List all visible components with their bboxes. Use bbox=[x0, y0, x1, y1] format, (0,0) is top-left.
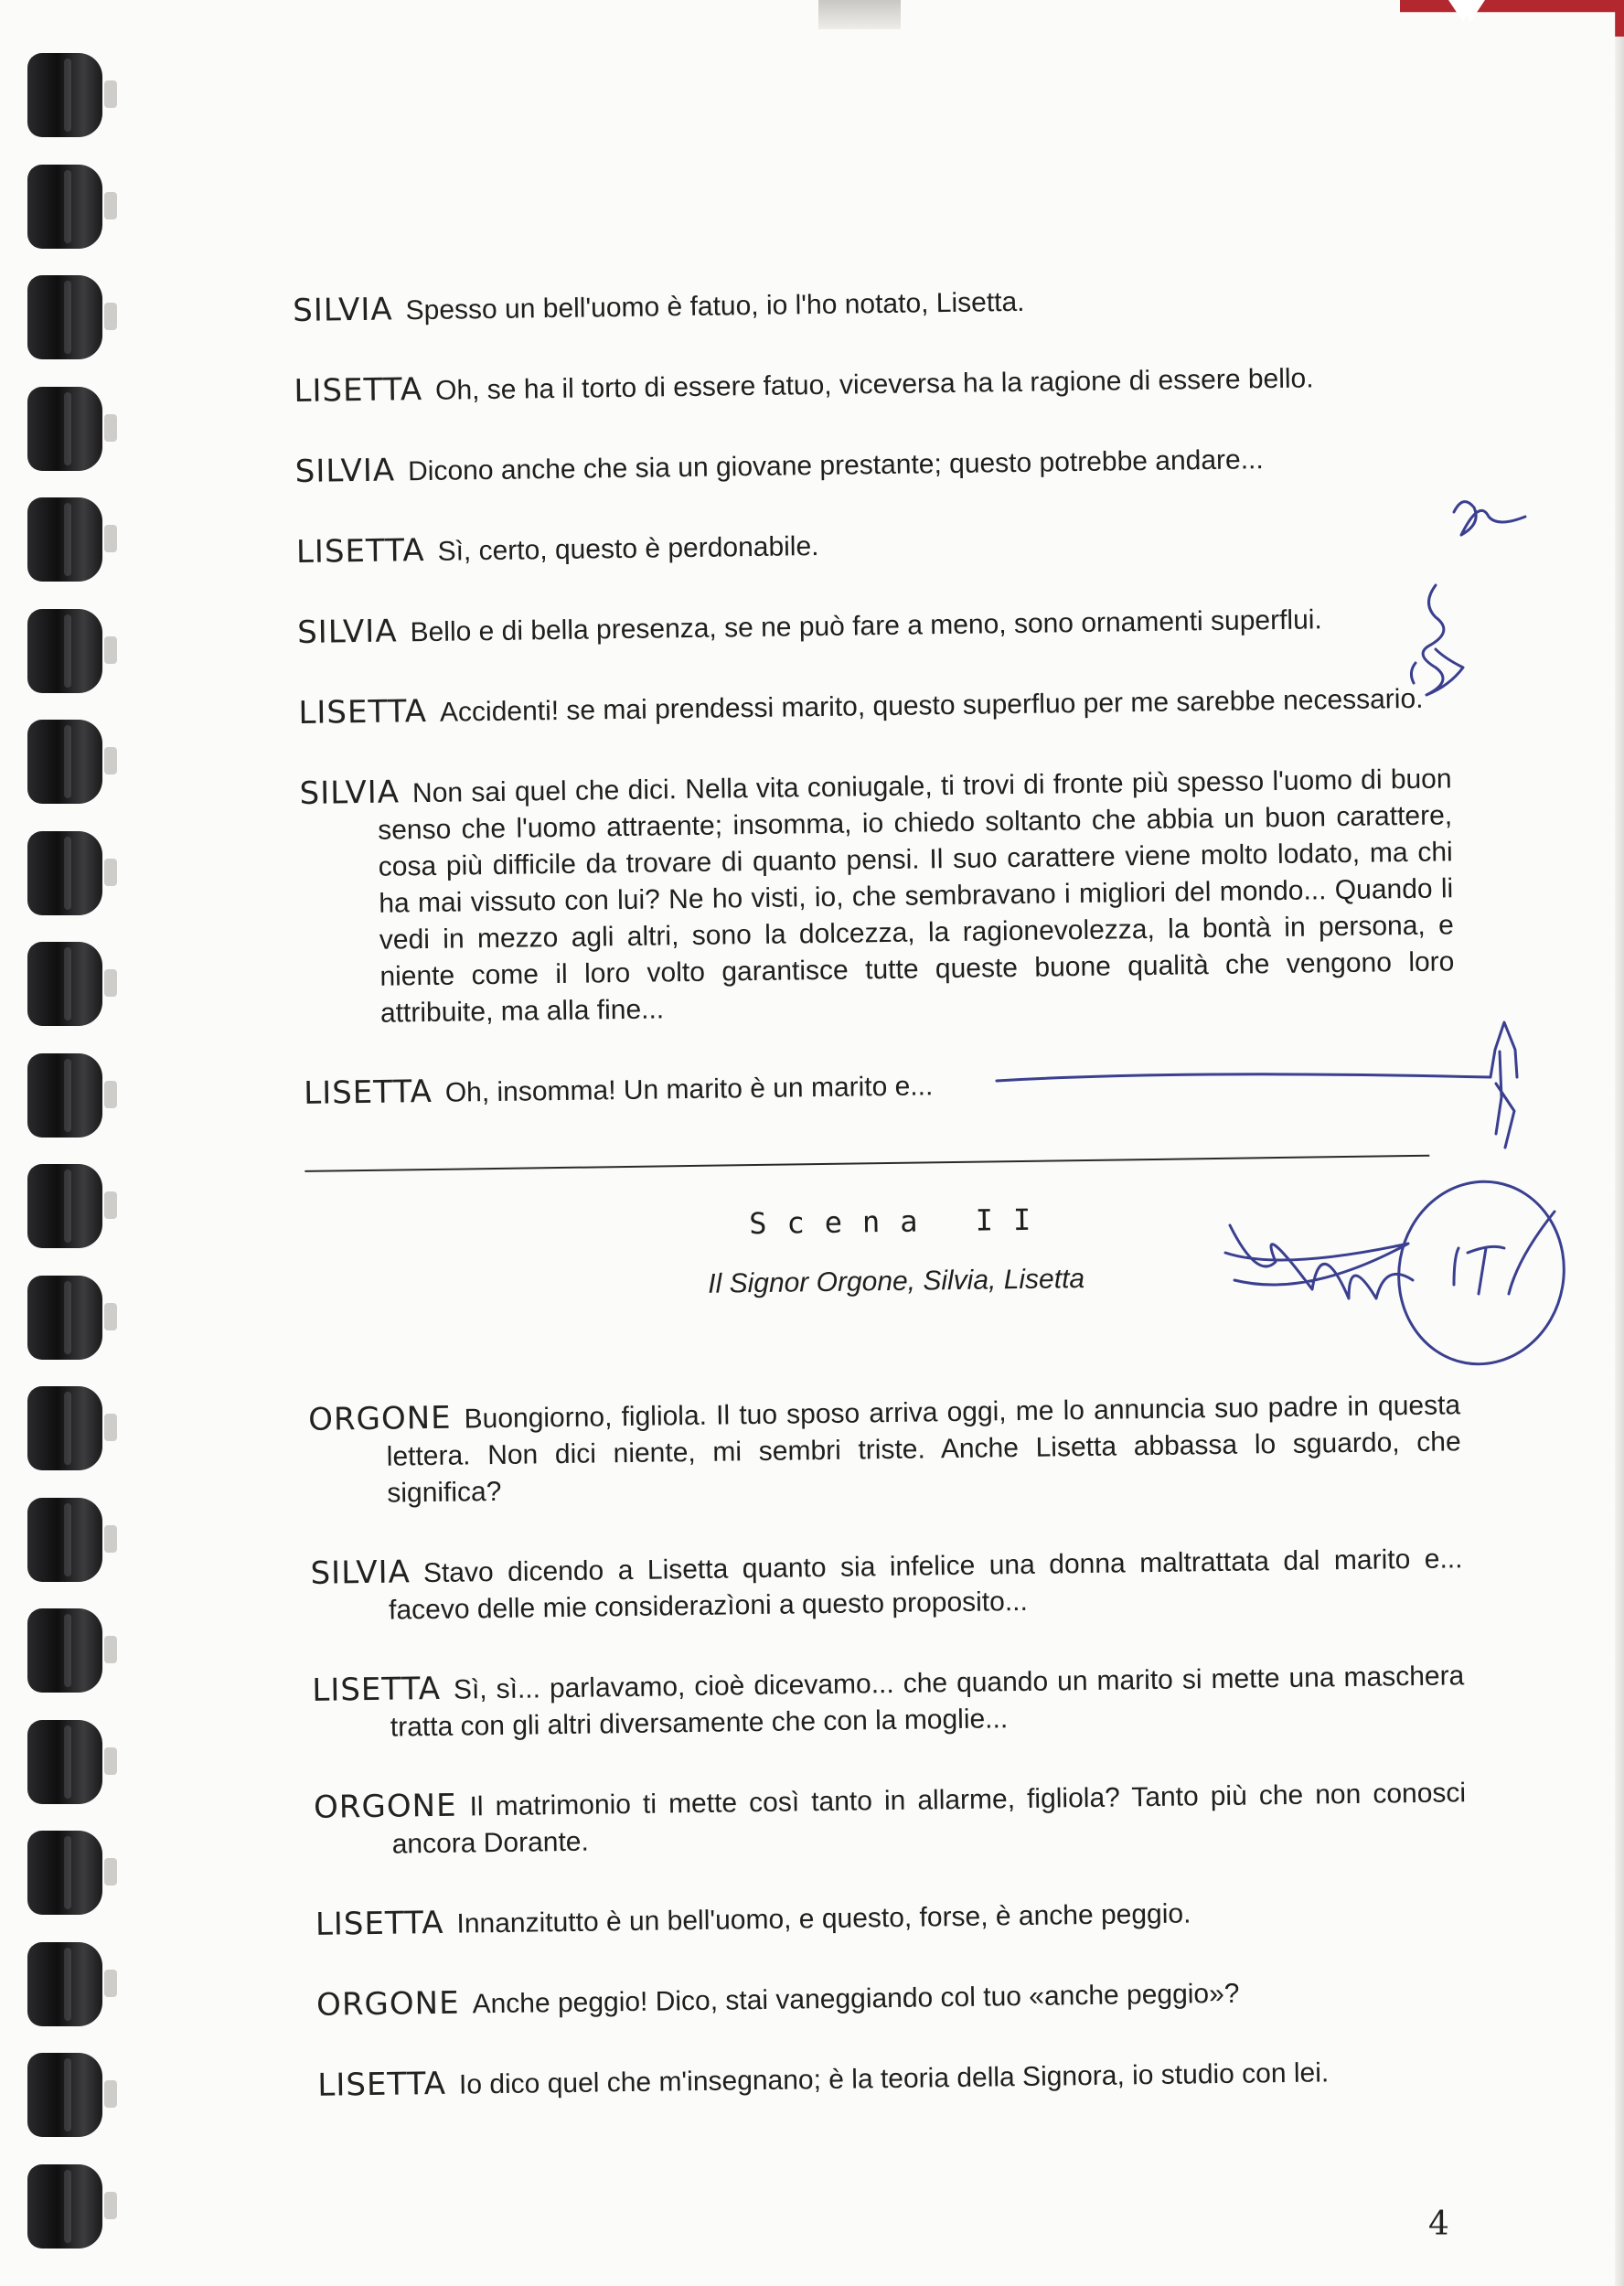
ring-shine bbox=[64, 837, 71, 910]
ring-shine bbox=[64, 947, 71, 1020]
punch-hole bbox=[104, 859, 117, 886]
punch-hole bbox=[104, 1303, 117, 1330]
dialogue-line bbox=[312, 1656, 1465, 1747]
speaker-name: LISETTA bbox=[315, 1904, 444, 1943]
ring-shine bbox=[64, 1948, 71, 2021]
dialogue-line bbox=[294, 437, 1447, 492]
dialogue-text: Innanzitutto è un bell'uomo, e questo, forse, è anche peggio. bbox=[456, 1898, 1191, 1939]
binding-ring bbox=[20, 1053, 119, 1138]
dialogue-text: Buongiorno, figliola. Il tuo sposo arriva oggi, me lo annuncia suo padre in questa lettera. Non dici niente, mi sembri triste. Anche Lisetta abbassa lo sguardo, che significa? bbox=[386, 1390, 1461, 1509]
dialogue-text: Spesso un bell'uomo è fatuo, io l'ho notato, Lisetta. bbox=[405, 286, 1025, 326]
dialogue-line bbox=[296, 518, 1448, 572]
dialogue-part-1 bbox=[293, 276, 1456, 1114]
punch-hole bbox=[104, 1970, 117, 1997]
punch-hole bbox=[104, 1858, 117, 1885]
dialogue-line bbox=[314, 1773, 1467, 1864]
dialogue-line bbox=[304, 1059, 1456, 1114]
speaker-name: LISETTA bbox=[294, 371, 423, 410]
binding-ring bbox=[20, 1831, 119, 1915]
binding-ring bbox=[20, 831, 119, 915]
page-number: 4 bbox=[1428, 2206, 1449, 2243]
speaker-name: SILVIA bbox=[293, 291, 393, 329]
binding-ring bbox=[20, 720, 119, 804]
dialogue-text: Non sai quel che dici. Nella vita coniugale, ti trovi di fronte più spesso l'uomo di buon senso che l'uomo attraente; insomma, io chiedo soltanto che abbia un buon carattere, cosa più difficile da trovare di quanto pensi. Il suo carattere viene molto lodato, ma chi ha mai vissuto con lui? Ne ho visti, io, che sembravano i migliori del mondo... Quando li vedi in mezzo agli altri, sono la dolcezza, la ragionevolezza, la bontà in persona, e niente come il loro volto garantisce tutte queste buone qualità che vengono loro attribuite, ma alla fine... bbox=[377, 764, 1455, 1029]
binding-ring bbox=[20, 609, 119, 693]
binding-ring bbox=[20, 387, 119, 471]
ring-shine bbox=[64, 1614, 71, 1687]
ink-circled-one bbox=[1454, 1212, 1555, 1294]
speaker-name: ORGONE bbox=[313, 1787, 457, 1826]
punch-hole bbox=[104, 2192, 117, 2219]
dialogue-line bbox=[315, 1890, 1468, 1945]
ring-shine bbox=[64, 170, 71, 243]
scene-divider-line bbox=[304, 1155, 1429, 1172]
ring-shine bbox=[64, 1170, 71, 1243]
ring-shine bbox=[64, 1281, 71, 1354]
punch-hole bbox=[104, 414, 117, 442]
dialogue-line bbox=[294, 357, 1446, 411]
dialogue-line bbox=[316, 1971, 1469, 2025]
punch-hole bbox=[104, 1636, 117, 1663]
binding-ring bbox=[20, 1720, 119, 1804]
punch-hole bbox=[104, 2080, 117, 2108]
dialogue-text: Sì, sì... parlavamo, cioè dicevamo... che quando un marito si mette una maschera tratta con gli altri diversamente che con la moglie... bbox=[390, 1661, 1465, 1743]
ring-shine bbox=[64, 1392, 71, 1465]
binding-ring bbox=[20, 1386, 119, 1470]
dialogue-text: Sì, certo, questo è perdonabile. bbox=[437, 530, 819, 567]
punch-hole bbox=[104, 1414, 117, 1441]
speaker-name: ORGONE bbox=[307, 1399, 452, 1438]
ring-shine bbox=[64, 1059, 71, 1132]
red-cover-corner bbox=[1400, 0, 1624, 302]
speaker-name: LISETTA bbox=[317, 2065, 447, 2104]
ink-scribble-top bbox=[1454, 502, 1525, 535]
punch-hole bbox=[104, 636, 117, 664]
page-top-shadow bbox=[818, 0, 901, 29]
dialogue-line bbox=[308, 1385, 1462, 1513]
dialogue-text: Io dico quel che m'insegnano; è la teoria della Signora, io studio con lei. bbox=[458, 2057, 1330, 2100]
punch-hole bbox=[104, 525, 117, 552]
binding-ring bbox=[20, 53, 119, 137]
page-right-edge bbox=[1615, 37, 1624, 2286]
ring-shine bbox=[64, 725, 71, 798]
dialogue-line bbox=[317, 2051, 1469, 2106]
binding-ring bbox=[20, 1942, 119, 2026]
punch-hole bbox=[104, 303, 117, 330]
binding-ring bbox=[20, 1608, 119, 1693]
speaker-name: SILVIA bbox=[310, 1554, 411, 1592]
dialogue-text: Stavo dicendo a Lisetta quanto sia infelice una donna maltrattata dal marito e... facevo delle mie considerazìoni a questo proposito... bbox=[388, 1544, 1463, 1626]
punch-hole bbox=[104, 1191, 117, 1219]
binding-ring bbox=[20, 1164, 119, 1248]
binding-ring bbox=[20, 1276, 119, 1360]
dialogue-line bbox=[298, 678, 1450, 733]
dialogue-text: Anche peggio! Dico, stai vaneggiando col tuo «anche peggio»? bbox=[472, 1978, 1240, 2020]
speaker-name: SILVIA bbox=[299, 774, 401, 812]
punch-hole bbox=[104, 747, 117, 774]
binding-ring bbox=[20, 1498, 119, 1582]
ink-up-arrow bbox=[1490, 1022, 1517, 1148]
script-text bbox=[293, 276, 1470, 2147]
speaker-name: SILVIA bbox=[296, 613, 398, 651]
speaker-name: LISETTA bbox=[303, 1073, 433, 1112]
punch-hole bbox=[104, 1747, 117, 1775]
dialogue-line bbox=[310, 1539, 1463, 1630]
ring-shine bbox=[64, 2058, 71, 2131]
spiral-binding bbox=[0, 46, 137, 2286]
ring-shine bbox=[64, 59, 71, 132]
scene-characters: Il Signor Orgone, Silvia, Lisetta bbox=[708, 1264, 1085, 1299]
ring-shine bbox=[64, 503, 71, 576]
binding-ring bbox=[20, 942, 119, 1026]
binding-ring bbox=[20, 275, 119, 359]
speaker-name: LISETTA bbox=[295, 532, 425, 571]
dialogue-line bbox=[299, 759, 1455, 1033]
punch-hole bbox=[104, 192, 117, 219]
dialogue-line bbox=[293, 276, 1445, 331]
punch-hole bbox=[104, 80, 117, 108]
punch-hole bbox=[104, 969, 117, 997]
speaker-name: ORGONE bbox=[315, 1984, 460, 2024]
speaker-name: SILVIA bbox=[294, 452, 396, 490]
punch-hole bbox=[104, 1081, 117, 1108]
dialogue-line bbox=[297, 598, 1449, 653]
ring-shine bbox=[64, 1503, 71, 1576]
speaker-name: LISETTA bbox=[312, 1670, 442, 1709]
ring-shine bbox=[64, 281, 71, 354]
ring-shine bbox=[64, 2170, 71, 2243]
ring-shine bbox=[64, 1836, 71, 1909]
dialogue-text: Accidenti! se mai prendessi marito, questo superfluo per me sarebbe necessario. bbox=[439, 683, 1424, 728]
binding-ring bbox=[20, 2164, 119, 2249]
dialogue-part-2 bbox=[308, 1385, 1470, 2106]
ring-shine bbox=[64, 392, 71, 465]
speaker-name: LISETTA bbox=[298, 692, 428, 732]
dialogue-text: Oh, insomma! Un marito è un marito e... bbox=[444, 1071, 934, 1108]
scene-title: Scena II bbox=[748, 1202, 1052, 1242]
ring-shine bbox=[64, 1725, 71, 1799]
dialogue-text: Dicono anche che sia un giovane prestante; questo potrebbe andare... bbox=[407, 444, 1264, 487]
binding-ring bbox=[20, 2053, 119, 2137]
ring-shine bbox=[64, 614, 71, 688]
dialogue-text: Bello e di bella presenza, se ne può fare a meno, sono ornamenti superflui. bbox=[410, 604, 1322, 648]
binding-ring bbox=[20, 497, 119, 582]
dialogue-text: Oh, se ha il torto di essere fatuo, viceversa ha la ragione di essere bello. bbox=[434, 363, 1314, 406]
dialogue-text: Il matrimonio ti mette così tanto in allarme, figliola? Tanto più che non conosci ancora Dorante. bbox=[391, 1778, 1467, 1860]
binding-ring bbox=[20, 165, 119, 249]
punch-hole bbox=[104, 1525, 117, 1553]
